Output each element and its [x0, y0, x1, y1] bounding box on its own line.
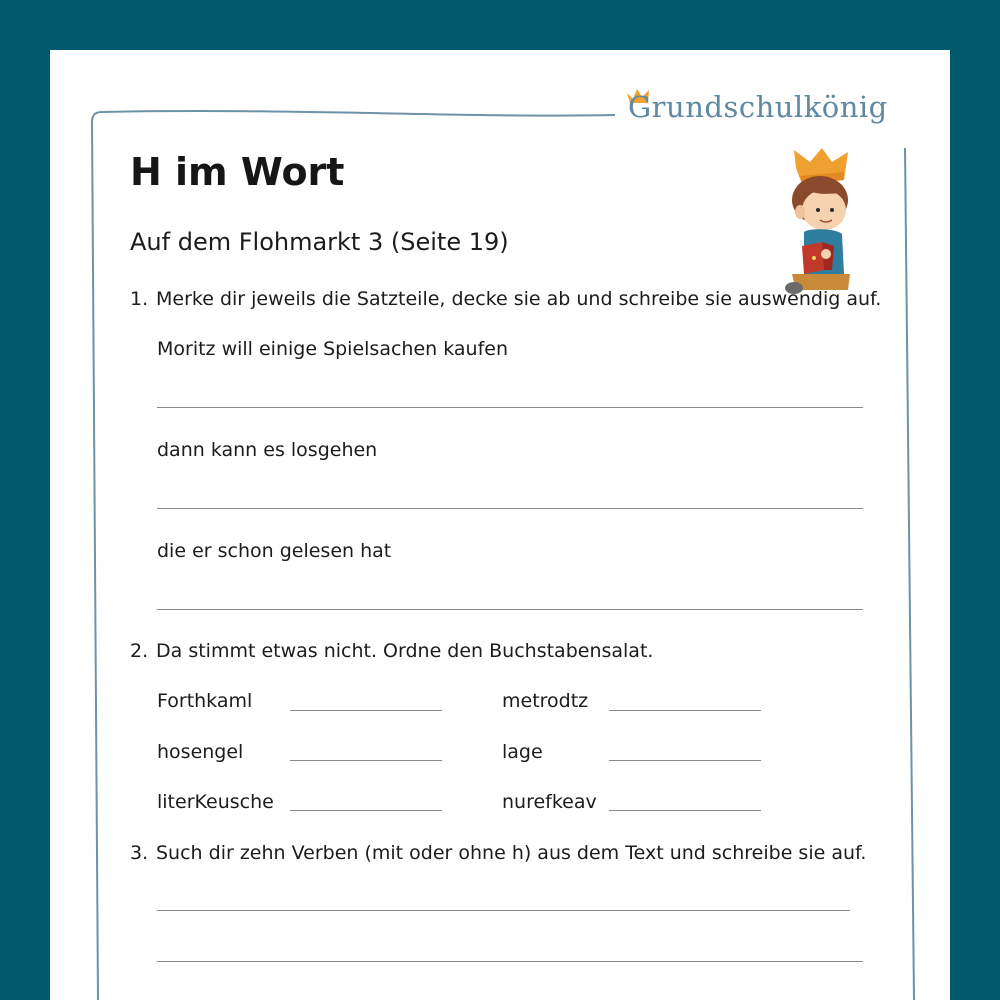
task-instruction: Da stimmt etwas nicht. Ordne den Buchstabensalat.: [156, 640, 654, 662]
writing-line[interactable]: [157, 961, 863, 962]
phrase-3: die er schon gelesen hat: [157, 540, 392, 562]
answer-line[interactable]: [290, 710, 442, 711]
scrambled-word: hosengel: [157, 741, 244, 763]
task-number: 3.: [130, 842, 149, 864]
scrambled-word: Forthkaml: [157, 690, 253, 712]
scrambled-word: nurefkeav: [502, 791, 597, 813]
reading-child-illustration: [774, 148, 870, 298]
scrambled-word: literKeusche: [157, 791, 274, 813]
writing-line[interactable]: [157, 508, 863, 509]
phrase-2: dann kann es losgehen: [157, 439, 378, 461]
task-2: [130, 640, 653, 662]
answer-line[interactable]: [290, 810, 442, 811]
task-instruction: Such dir zehn Verben (mit oder ohne h) aus dem Text und schreibe sie auf.: [156, 842, 867, 864]
scrambled-word: lage: [502, 741, 543, 763]
writing-line[interactable]: [157, 910, 850, 911]
task-number: 2.: [130, 640, 149, 662]
task-instruction: Merke dir jeweils die Satzteile, decke sie ab und schreibe sie auswendig auf.: [156, 288, 882, 310]
page-subtitle: Auf dem Flohmarkt 3 (Seite 19): [130, 228, 509, 256]
answer-line[interactable]: [290, 760, 442, 761]
phrase-1: Moritz will einige Spielsachen kaufen: [157, 338, 509, 360]
page-title: H im Wort: [130, 150, 345, 194]
answer-line[interactable]: [609, 810, 761, 811]
writing-line[interactable]: [157, 407, 863, 408]
answer-line[interactable]: [609, 710, 761, 711]
scrambled-word: metrodtz: [502, 690, 589, 712]
task-1: [130, 288, 881, 310]
brand-logo: Grundschulkönig: [628, 90, 888, 124]
task-number: 1.: [130, 288, 149, 310]
task-3: [130, 842, 866, 864]
answer-line[interactable]: [609, 760, 761, 761]
writing-line[interactable]: [157, 609, 863, 610]
worksheet-page: [50, 50, 950, 1000]
